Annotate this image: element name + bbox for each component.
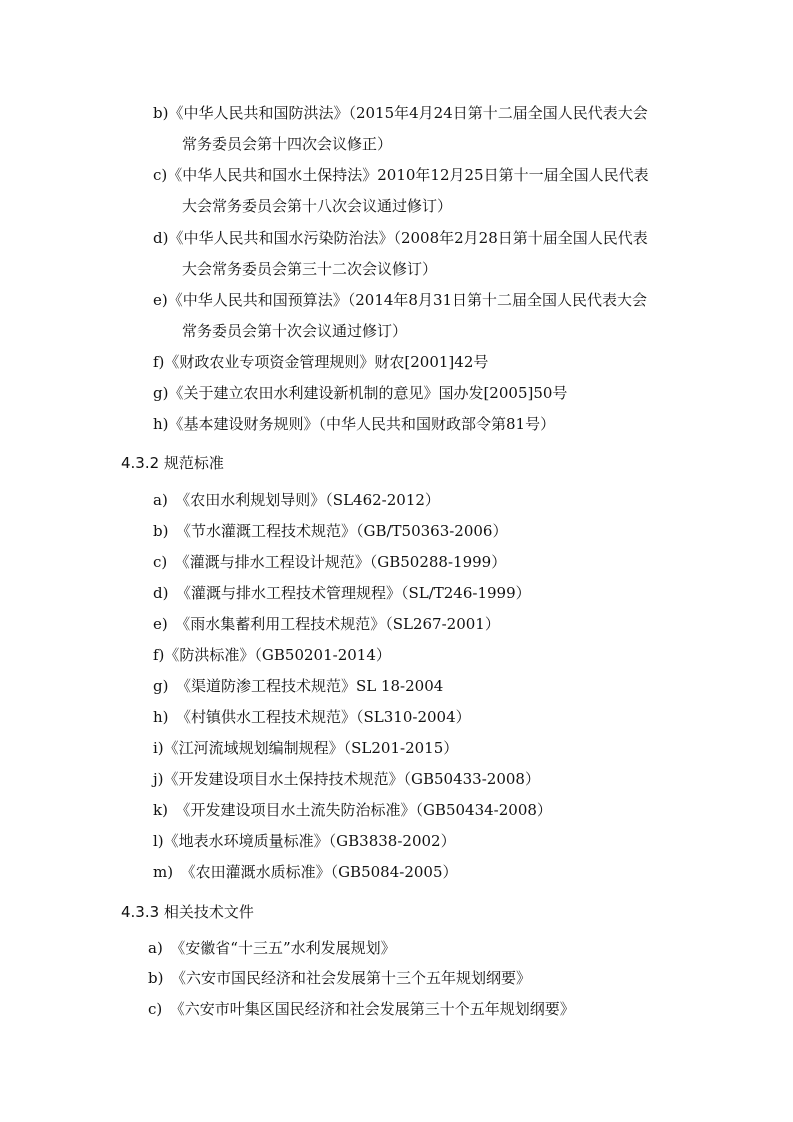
law-item-b-line-1: b)《中华人民共和国防洪法》（2015年4月24日第十二届全国人民代表大会 bbox=[153, 104, 648, 122]
standard-item: e) 《雨水集蓄利用工程技术规范》（SL267-2001） bbox=[153, 615, 500, 633]
standard-item: l)《地表水环境质量标准》（GB3838-2002） bbox=[153, 832, 456, 850]
technical-doc-item: b) 《六安市国民经济和社会发展第十三个五年规划纲要》 bbox=[148, 969, 531, 987]
standard-item: g) 《渠道防渗工程技术规范》SL 18-2004 bbox=[153, 677, 444, 695]
standard-item: b) 《节水灌溉工程技术规范》（GB/T50363-2006） bbox=[153, 522, 508, 540]
standard-item: a) 《农田水利规划导则》（SL462-2012） bbox=[153, 491, 440, 509]
section-heading-technical-docs: 4.3.3 相关技术文件 bbox=[121, 903, 254, 921]
section-heading-standards: 4.3.2 规范标准 bbox=[121, 454, 224, 472]
law-item-g: g)《关于建立农田水利建设新机制的意见》国办发[2005]50号 bbox=[153, 384, 568, 402]
law-item-h: h)《基本建设财务规则》（中华人民共和国财政部令第81号） bbox=[153, 415, 556, 433]
technical-doc-item: a) 《安徽省“十三五”水利发展规划》 bbox=[148, 939, 396, 957]
law-item-f: f)《财政农业专项资金管理规则》财农[2001]42号 bbox=[153, 353, 489, 371]
law-item-e-line-2: 常务委员会第十次会议通过修订） bbox=[182, 322, 408, 340]
technical-doc-item: c) 《六安市叶集区国民经济和社会发展第三十个五年规划纲要》 bbox=[148, 1000, 575, 1018]
standard-item: k) 《开发建设项目水土流失防治标准》（GB50434-2008） bbox=[153, 801, 552, 819]
standard-item: f)《防洪标准》（GB50201-2014） bbox=[153, 646, 391, 664]
standard-item: d) 《灌溉与排水工程技术管理规程》（SL/T246-1999） bbox=[153, 584, 531, 602]
law-item-d-line-1: d)《中华人民共和国水污染防治法》（2008年2月28日第十届全国人民代表 bbox=[153, 229, 648, 247]
standard-item: c) 《灌溉与排水工程设计规范》（GB50288-1999） bbox=[153, 553, 507, 571]
law-item-c-line-1: c)《中华人民共和国水土保持法》2010年12月25日第十一届全国人民代表 bbox=[153, 166, 649, 184]
law-item-e-line-1: e)《中华人民共和国预算法》（2014年8月31日第十二届全国人民代表大会 bbox=[153, 291, 648, 309]
law-item-b-line-2: 常务委员会第十四次会议修正） bbox=[182, 135, 393, 153]
standard-item: h) 《村镇供水工程技术规范》（SL310-2004） bbox=[153, 708, 471, 726]
standard-item: m) 《农田灌溉水质标准》（GB5084-2005） bbox=[153, 863, 458, 881]
standard-item: j)《开发建设项目水土保持技术规范》（GB50433-2008） bbox=[153, 770, 540, 788]
standard-item: i)《江河流域规划编制规程》（SL201-2015） bbox=[153, 739, 459, 757]
law-item-c-line-2: 大会常务委员会第十八次会议通过修订） bbox=[182, 197, 453, 215]
law-item-d-line-2: 大会常务委员会第三十二次会议修订） bbox=[182, 260, 438, 278]
